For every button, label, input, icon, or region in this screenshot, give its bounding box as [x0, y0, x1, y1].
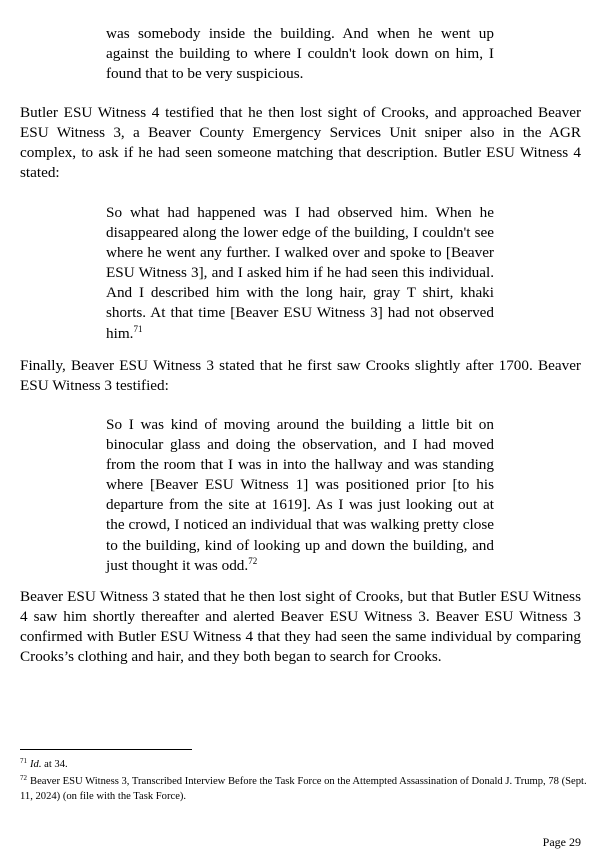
paragraph-3-text: Beaver ESU Witness 3 stated that he then lost sight of Crooks, but that Butler ESU Witness 4 saw him shortly thereafter and alerted Beaver ESU Witness 3. Beaver ESU Witness 3 confirmed with Butler ESU Witness 4 that they had seen the same individual by comparing Crooks’s clothing and hair, and they both began to search for Crooks. — [20, 588, 581, 666]
quote-1-text: was somebody inside the building. And when he went up against the building to where I couldn't look down on him, I found that to be very suspicious. — [106, 25, 494, 83]
paragraph-2-text: Finally, Beaver ESU Witness 3 stated that he first saw Crooks slightly after 1700. Beaver ESU Witness 3 testified: — [20, 357, 581, 395]
footnote-separator — [20, 749, 192, 750]
quote-3-text: So I was kind of moving around the building a little bit on binocular glass and doing the observation, and I had moved from the room that I was in into the hallway and was standing where [Beaver ESU Witness 1] was positioned prior [to his departure from the site at 1619]. As I was just looking out at the crowd, I noticed an individual that was walking pretty close to the building, kind of looking up and down the building, and just thought it was odd. — [106, 416, 494, 574]
block-quote-3 — [106, 415, 494, 576]
quote-2-text: So what had happened was I had observed him. When he disappeared along the lower edge of the building, I couldn't see where he went any further. I walked over and spoke to [Beaver ESU Witness 3], and I asked him if he had seen this individual. And I described him with the long hair, gray T shirt, khaki shorts. At that time [Beaver ESU Witness 3] had not observed him. — [106, 204, 494, 342]
footnote-71-text: at 34. — [41, 759, 68, 770]
footnote-72-text: Beaver ESU Witness 3, Transcribed Interview Before the Task Force on the Attempted Assassination of Donald J. Trump, 78 (Sept. 11, 2024) (on file with the Task Force). — [20, 776, 587, 802]
paragraph-1-text: Butler ESU Witness 4 testified that he then lost sight of Crooks, and approached Beaver ESU Witness 3, a Beaver County Emergency Services Unit sniper also in the AGR complex, to ask if he had seen someone matching that description. Butler ESU Witness 4 stated: — [20, 104, 581, 182]
footnote-ref-71[interactable]: 71 — [133, 323, 143, 334]
footnote-ref-72[interactable]: 72 — [248, 555, 258, 566]
body-paragraph-2 — [20, 356, 581, 396]
body-paragraph-3 — [20, 587, 581, 667]
footnote-71 — [20, 757, 590, 772]
body-paragraph-1 — [20, 103, 581, 183]
page-number: Page 29 — [542, 835, 581, 849]
footnote-71-number: 71 — [20, 757, 27, 765]
footnote-72-number: 72 — [20, 774, 27, 782]
block-quote-2 — [106, 203, 494, 344]
footnote-71-italic: Id. — [30, 759, 42, 770]
footnote-72 — [20, 774, 590, 804]
block-quote-1 — [106, 24, 494, 84]
